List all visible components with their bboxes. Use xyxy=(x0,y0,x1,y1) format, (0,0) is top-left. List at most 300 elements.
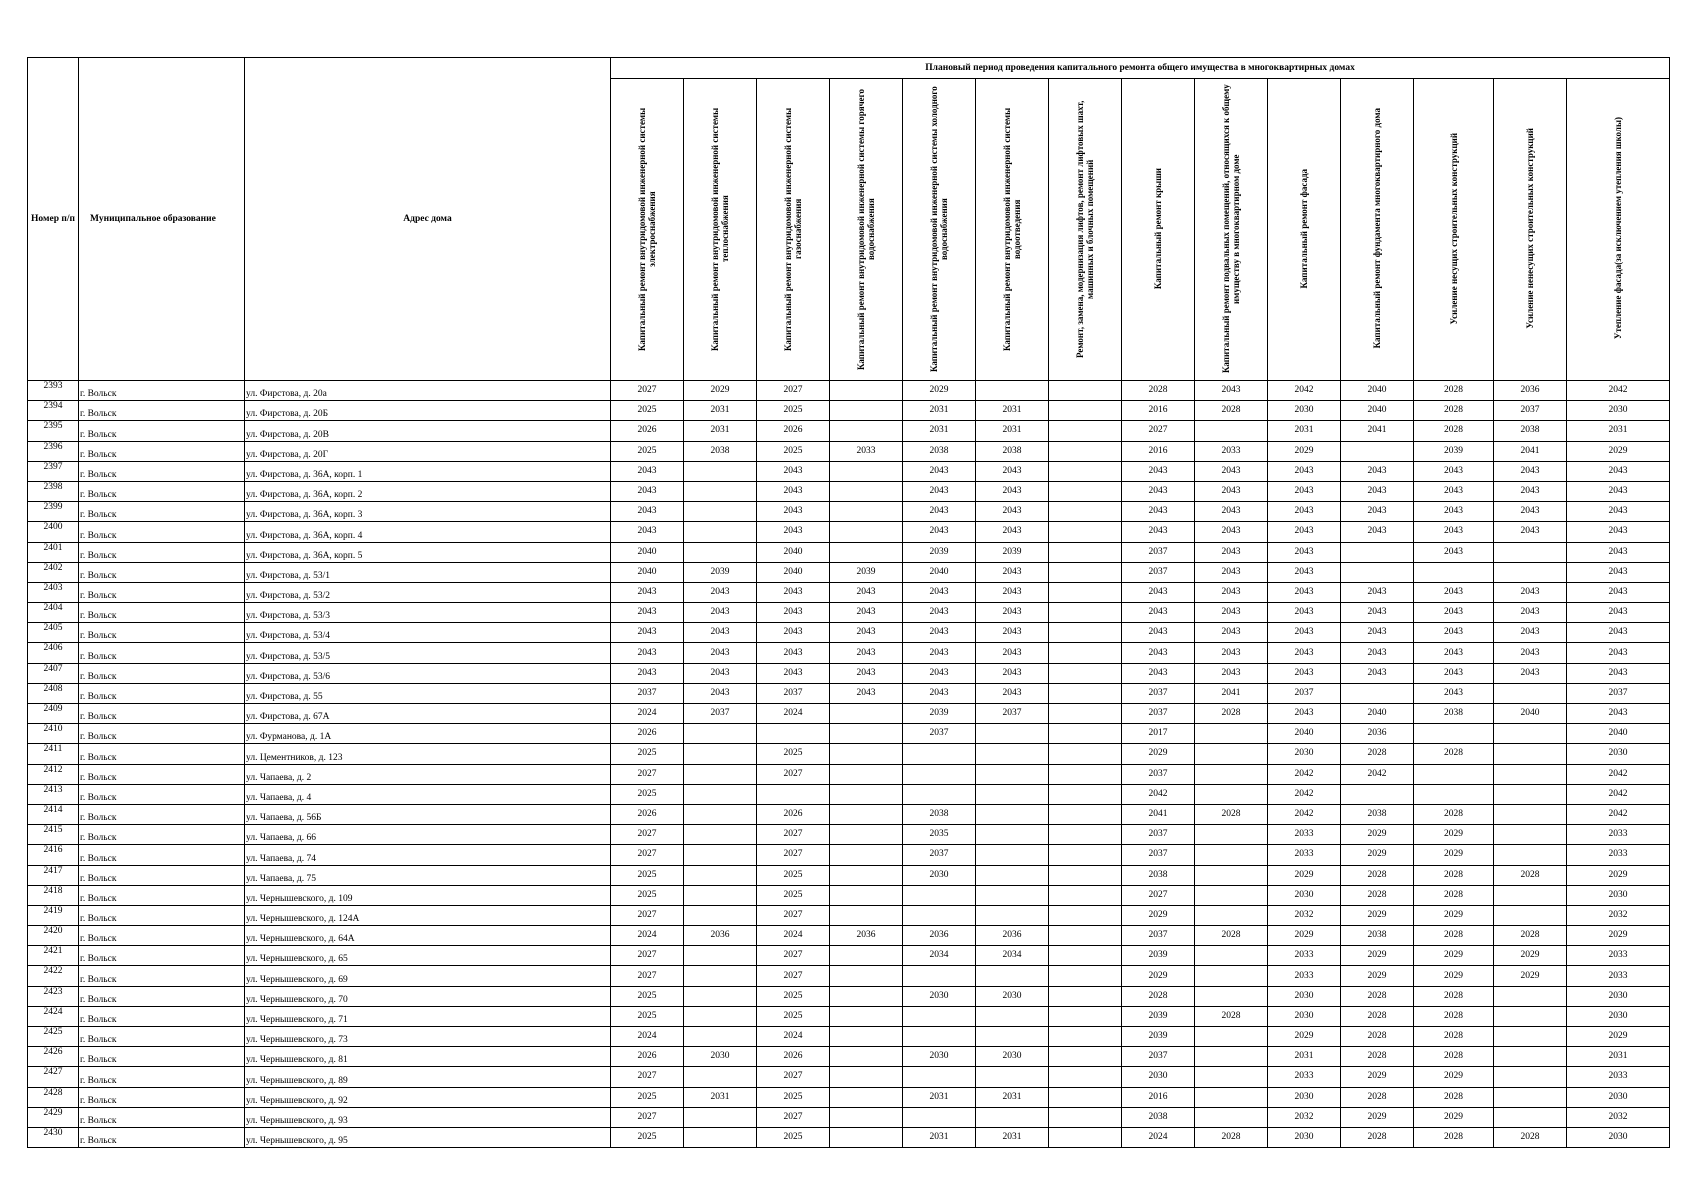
row-year-cell xyxy=(976,764,1049,784)
row-year-cell: 2028 xyxy=(1341,1027,1414,1047)
row-year-cell: 2043 xyxy=(976,643,1049,663)
row-year-cell: 2029 xyxy=(1341,845,1414,865)
row-year-cell xyxy=(1049,724,1122,744)
row-year-cell: 2028 xyxy=(1341,1087,1414,1107)
row-year-cell: 2041 xyxy=(1341,421,1414,441)
row-year-cell: 2027 xyxy=(757,1107,830,1127)
row-year-cell: 2033 xyxy=(1268,946,1341,966)
row-address: ул. Фирстова, д. 20а xyxy=(245,381,611,401)
row-year-cell xyxy=(830,744,903,764)
row-year-cell: 2039 xyxy=(1414,441,1494,461)
row-year-cell: 2027 xyxy=(611,1107,684,1127)
row-year-cell xyxy=(830,1107,903,1127)
row-municipality: г. Вольск xyxy=(79,603,245,623)
row-year-cell: 2031 xyxy=(903,1087,976,1107)
row-year-cell: 2042 xyxy=(1567,381,1670,401)
row-year-cell xyxy=(830,502,903,522)
row-year-cell: 2033 xyxy=(1268,966,1341,986)
row-year-cell: 2028 xyxy=(1414,1027,1494,1047)
row-year-cell: 2043 xyxy=(611,461,684,481)
row-year-cell: 2043 xyxy=(1567,562,1670,582)
row-year-cell: 2043 xyxy=(1414,481,1494,501)
table-row xyxy=(28,724,1670,744)
row-year-cell: 2025 xyxy=(757,441,830,461)
row-address: ул. Чернышевского, д. 65 xyxy=(245,946,611,966)
row-year-cell xyxy=(1049,481,1122,501)
row-year-cell xyxy=(684,522,757,542)
row-year-cell: 2043 xyxy=(1268,643,1341,663)
row-year-cell: 2043 xyxy=(1122,461,1195,481)
row-year-cell: 2043 xyxy=(1268,562,1341,582)
row-year-cell: 2042 xyxy=(1268,784,1341,804)
repair-schedule-table xyxy=(27,57,1670,1148)
row-year-cell: 2029 xyxy=(1414,966,1494,986)
row-year-cell xyxy=(1195,744,1268,764)
row-year-cell: 2036 xyxy=(976,926,1049,946)
row-year-cell: 2037 xyxy=(684,704,757,724)
row-year-cell: 2043 xyxy=(1341,663,1414,683)
row-year-cell: 2024 xyxy=(611,1027,684,1047)
row-address: ул. Фирстова, д. 36А, корп. 3 xyxy=(245,502,611,522)
row-year-cell xyxy=(830,885,903,905)
row-year-cell: 2043 xyxy=(1122,522,1195,542)
row-year-cell xyxy=(830,986,903,1006)
row-year-cell: 2029 xyxy=(1567,865,1670,885)
row-year-cell xyxy=(1049,1027,1122,1047)
row-year-cell: 2028 xyxy=(1195,804,1268,824)
row-year-cell: 2038 xyxy=(1414,704,1494,724)
row-year-cell: 2028 xyxy=(1195,1127,1268,1147)
row-year-cell: 2043 xyxy=(1414,502,1494,522)
row-year-cell: 2025 xyxy=(611,1087,684,1107)
row-year-cell: 2043 xyxy=(1122,582,1195,602)
row-year-cell: 2025 xyxy=(757,885,830,905)
row-year-cell xyxy=(1049,804,1122,824)
row-year-cell xyxy=(684,542,757,562)
row-year-cell xyxy=(684,804,757,824)
row-year-cell: 2031 xyxy=(976,1127,1049,1147)
row-year-cell: 2043 xyxy=(684,582,757,602)
row-address: ул. Чапаева, д. 74 xyxy=(245,845,611,865)
row-year-cell: 2042 xyxy=(1268,804,1341,824)
row-year-cell: 2042 xyxy=(1567,804,1670,824)
header-work-type-label: Капитальный ремонт подвальных помещений, относящихся к общему имуществу в многоквартирном доме xyxy=(1221,84,1241,373)
row-municipality: г. Вольск xyxy=(79,441,245,461)
row-year-cell: 2043 xyxy=(1122,502,1195,522)
table-row xyxy=(28,764,1670,784)
row-year-cell: 2029 xyxy=(1414,825,1494,845)
row-year-cell: 2043 xyxy=(1494,663,1567,683)
row-year-cell xyxy=(976,784,1049,804)
header-work-type xyxy=(1049,79,1122,381)
row-municipality: г. Вольск xyxy=(79,966,245,986)
row-year-cell xyxy=(1341,542,1414,562)
row-year-cell: 2036 xyxy=(830,926,903,946)
row-year-cell: 2042 xyxy=(1567,784,1670,804)
row-year-cell xyxy=(1049,784,1122,804)
row-year-cell: 2026 xyxy=(757,804,830,824)
row-year-cell: 2043 xyxy=(1494,643,1567,663)
table-row xyxy=(28,704,1670,724)
row-year-cell: 2043 xyxy=(1414,603,1494,623)
row-year-cell xyxy=(684,1067,757,1087)
row-year-cell: 2025 xyxy=(757,865,830,885)
row-year-cell: 2037 xyxy=(976,704,1049,724)
row-year-cell: 2026 xyxy=(611,421,684,441)
row-municipality: г. Вольск xyxy=(79,663,245,683)
row-year-cell: 2030 xyxy=(1268,744,1341,764)
row-address: ул. Чернышевского, д. 73 xyxy=(245,1027,611,1047)
row-year-cell: 2043 xyxy=(976,663,1049,683)
table-row xyxy=(28,1027,1670,1047)
row-year-cell: 2043 xyxy=(1195,542,1268,562)
row-number: 2404 xyxy=(28,603,79,623)
row-year-cell xyxy=(1049,1107,1122,1127)
row-year-cell xyxy=(1494,1047,1567,1067)
row-year-cell: 2024 xyxy=(757,926,830,946)
row-year-cell xyxy=(830,1006,903,1026)
row-year-cell xyxy=(1049,1087,1122,1107)
row-year-cell: 2043 xyxy=(757,461,830,481)
row-year-cell: 2016 xyxy=(1122,1087,1195,1107)
row-year-cell: 2038 xyxy=(1122,865,1195,885)
row-year-cell xyxy=(1049,704,1122,724)
row-year-cell xyxy=(1494,1067,1567,1087)
row-year-cell xyxy=(1494,542,1567,562)
row-year-cell: 2030 xyxy=(1567,1087,1670,1107)
row-municipality: г. Вольск xyxy=(79,481,245,501)
row-year-cell: 2040 xyxy=(1341,381,1414,401)
row-year-cell: 2043 xyxy=(1494,481,1567,501)
table-row xyxy=(28,784,1670,804)
row-year-cell xyxy=(1494,986,1567,1006)
table-body xyxy=(28,381,1670,1148)
row-year-cell: 2030 xyxy=(1567,1127,1670,1147)
row-year-cell xyxy=(830,522,903,542)
row-address: ул. Фирстова, д. 20В xyxy=(245,421,611,441)
row-year-cell: 2030 xyxy=(1567,1006,1670,1026)
row-year-cell: 2031 xyxy=(684,421,757,441)
row-year-cell xyxy=(1049,522,1122,542)
row-address: ул. Фирстова, д. 67А xyxy=(245,704,611,724)
row-year-cell: 2043 xyxy=(611,481,684,501)
row-year-cell: 2037 xyxy=(1122,825,1195,845)
header-work-type-label: Усиление несущих строительных конструкций xyxy=(1448,132,1459,325)
row-year-cell xyxy=(684,1006,757,1026)
row-year-cell xyxy=(1049,744,1122,764)
row-year-cell: 2028 xyxy=(1341,885,1414,905)
row-year-cell: 2033 xyxy=(1567,825,1670,845)
row-year-cell: 2043 xyxy=(1494,502,1567,522)
row-year-cell xyxy=(684,461,757,481)
row-year-cell: 2043 xyxy=(830,663,903,683)
row-year-cell xyxy=(1494,1107,1567,1127)
row-year-cell xyxy=(1195,885,1268,905)
row-municipality: г. Вольск xyxy=(79,421,245,441)
row-year-cell: 2029 xyxy=(1494,946,1567,966)
row-year-cell: 2026 xyxy=(611,724,684,744)
row-number: 2402 xyxy=(28,562,79,582)
row-year-cell: 2043 xyxy=(903,603,976,623)
row-year-cell: 2043 xyxy=(684,643,757,663)
header-work-type xyxy=(1195,79,1268,381)
row-year-cell: 2029 xyxy=(1341,946,1414,966)
row-year-cell: 2025 xyxy=(611,1127,684,1147)
row-year-cell: 2027 xyxy=(611,764,684,784)
row-year-cell: 2043 xyxy=(1268,522,1341,542)
row-year-cell xyxy=(1049,865,1122,885)
row-year-cell: 2037 xyxy=(1122,764,1195,784)
row-year-cell: 2036 xyxy=(684,926,757,946)
row-year-cell: 2043 xyxy=(903,623,976,643)
row-year-cell: 2029 xyxy=(1341,905,1414,925)
row-address: ул. Фирстова, д. 53/2 xyxy=(245,582,611,602)
table-row xyxy=(28,1127,1670,1147)
row-year-cell: 2029 xyxy=(1122,966,1195,986)
header-work-type xyxy=(830,79,903,381)
row-year-cell xyxy=(1494,845,1567,865)
row-year-cell: 2025 xyxy=(611,441,684,461)
row-year-cell: 2030 xyxy=(1567,885,1670,905)
row-year-cell xyxy=(830,724,903,744)
row-year-cell: 2043 xyxy=(1195,623,1268,643)
row-year-cell xyxy=(684,966,757,986)
header-work-type xyxy=(903,79,976,381)
row-year-cell: 2043 xyxy=(611,623,684,643)
row-year-cell: 2027 xyxy=(611,825,684,845)
row-year-cell: 2037 xyxy=(1268,683,1341,703)
row-number: 2405 xyxy=(28,623,79,643)
row-year-cell: 2043 xyxy=(1567,643,1670,663)
row-year-cell: 2031 xyxy=(1567,1047,1670,1067)
row-year-cell: 2043 xyxy=(611,603,684,623)
row-year-cell xyxy=(1494,1087,1567,1107)
row-year-cell: 2043 xyxy=(1268,663,1341,683)
row-municipality: г. Вольск xyxy=(79,683,245,703)
row-year-cell: 2037 xyxy=(1122,845,1195,865)
row-year-cell xyxy=(1341,441,1414,461)
row-year-cell: 2027 xyxy=(1122,885,1195,905)
row-year-cell: 2037 xyxy=(757,683,830,703)
row-year-cell: 2033 xyxy=(1268,1067,1341,1087)
row-number: 2395 xyxy=(28,421,79,441)
row-year-cell xyxy=(1049,603,1122,623)
row-year-cell: 2043 xyxy=(1414,582,1494,602)
table-row xyxy=(28,461,1670,481)
row-year-cell: 2043 xyxy=(1122,643,1195,663)
row-year-cell: 2040 xyxy=(611,542,684,562)
row-year-cell: 2032 xyxy=(1268,905,1341,925)
row-year-cell xyxy=(1049,461,1122,481)
row-year-cell: 2038 xyxy=(903,804,976,824)
row-year-cell: 2031 xyxy=(1268,1047,1341,1067)
row-year-cell: 2034 xyxy=(976,946,1049,966)
row-year-cell: 2028 xyxy=(1341,1047,1414,1067)
row-address: ул. Чернышевского, д. 71 xyxy=(245,1006,611,1026)
row-year-cell xyxy=(830,1027,903,1047)
row-year-cell: 2043 xyxy=(976,481,1049,501)
row-year-cell xyxy=(1195,905,1268,925)
row-number: 2422 xyxy=(28,966,79,986)
row-year-cell xyxy=(1195,1047,1268,1067)
row-year-cell: 2024 xyxy=(757,704,830,724)
row-year-cell: 2028 xyxy=(1414,1087,1494,1107)
table-row xyxy=(28,643,1670,663)
row-year-cell: 2028 xyxy=(1494,1127,1567,1147)
row-year-cell xyxy=(684,865,757,885)
row-year-cell: 2043 xyxy=(976,502,1049,522)
row-year-cell: 2029 xyxy=(1122,905,1195,925)
row-year-cell: 2043 xyxy=(976,562,1049,582)
table-row xyxy=(28,804,1670,824)
row-year-cell xyxy=(1414,764,1494,784)
row-year-cell: 2028 xyxy=(1414,986,1494,1006)
row-year-cell: 2036 xyxy=(903,926,976,946)
row-year-cell xyxy=(1494,764,1567,784)
row-year-cell: 2029 xyxy=(1268,441,1341,461)
row-year-cell: 2043 xyxy=(1195,603,1268,623)
table-row xyxy=(28,865,1670,885)
row-year-cell: 2043 xyxy=(1268,542,1341,562)
row-year-cell xyxy=(1494,905,1567,925)
row-year-cell: 2028 xyxy=(1414,885,1494,905)
row-year-cell: 2043 xyxy=(1567,481,1670,501)
row-year-cell: 2029 xyxy=(1268,865,1341,885)
row-year-cell: 2043 xyxy=(1268,502,1341,522)
row-year-cell: 2043 xyxy=(830,623,903,643)
row-address: ул. Чернышевского, д. 89 xyxy=(245,1067,611,1087)
row-year-cell: 2043 xyxy=(1268,461,1341,481)
row-year-cell: 2040 xyxy=(903,562,976,582)
row-year-cell: 2041 xyxy=(1122,804,1195,824)
row-year-cell xyxy=(1494,724,1567,744)
table-row xyxy=(28,623,1670,643)
row-address: ул. Фирстова, д. 53/6 xyxy=(245,663,611,683)
row-municipality: г. Вольск xyxy=(79,381,245,401)
header-work-type xyxy=(1567,79,1670,381)
row-address: ул. Фирстова, д. 53/4 xyxy=(245,623,611,643)
header-work-type-label: Капитальный ремонт фундамента многоквартирного дома xyxy=(1372,108,1382,349)
row-year-cell: 2038 xyxy=(1341,926,1414,946)
row-address: ул. Фирстова, д. 36А, корп. 1 xyxy=(245,461,611,481)
row-year-cell: 2030 xyxy=(1122,1067,1195,1087)
row-year-cell xyxy=(976,724,1049,744)
row-municipality: г. Вольск xyxy=(79,522,245,542)
header-work-type-label: Капитальный ремонт внутридомовой инженерной системы водоотведения xyxy=(1002,106,1022,351)
row-number: 2408 xyxy=(28,683,79,703)
row-year-cell xyxy=(976,744,1049,764)
row-year-cell xyxy=(1049,1006,1122,1026)
row-year-cell: 2037 xyxy=(1122,683,1195,703)
row-number: 2400 xyxy=(28,522,79,542)
row-year-cell xyxy=(1494,885,1567,905)
row-year-cell: 2028 xyxy=(1195,401,1268,421)
row-municipality: г. Вольск xyxy=(79,885,245,905)
row-year-cell: 2039 xyxy=(830,562,903,582)
row-year-cell: 2028 xyxy=(1195,704,1268,724)
row-year-cell xyxy=(830,481,903,501)
row-year-cell: 2033 xyxy=(1268,825,1341,845)
row-municipality: г. Вольск xyxy=(79,825,245,845)
row-year-cell: 2043 xyxy=(1414,623,1494,643)
row-year-cell xyxy=(1195,1107,1268,1127)
row-year-cell: 2043 xyxy=(976,522,1049,542)
row-municipality: г. Вольск xyxy=(79,1107,245,1127)
table-row xyxy=(28,582,1670,602)
row-year-cell: 2024 xyxy=(757,1027,830,1047)
row-year-cell: 2025 xyxy=(611,784,684,804)
row-year-cell xyxy=(684,724,757,744)
row-year-cell: 2031 xyxy=(976,421,1049,441)
row-year-cell xyxy=(830,966,903,986)
header-work-type xyxy=(757,79,830,381)
row-year-cell xyxy=(830,704,903,724)
row-year-cell: 2025 xyxy=(611,744,684,764)
row-year-cell: 2043 xyxy=(757,481,830,501)
table-row xyxy=(28,905,1670,925)
row-year-cell: 2037 xyxy=(1122,1047,1195,1067)
row-year-cell: 2043 xyxy=(976,603,1049,623)
row-year-cell xyxy=(903,744,976,764)
row-year-cell xyxy=(830,946,903,966)
row-municipality: г. Вольск xyxy=(79,704,245,724)
row-year-cell: 2030 xyxy=(1268,1006,1341,1026)
row-year-cell xyxy=(1341,784,1414,804)
row-municipality: г. Вольск xyxy=(79,784,245,804)
row-address: ул. Чапаева, д. 2 xyxy=(245,764,611,784)
row-year-cell: 2031 xyxy=(903,421,976,441)
row-year-cell: 2043 xyxy=(1195,522,1268,542)
row-year-cell: 2043 xyxy=(1195,381,1268,401)
row-year-cell: 2030 xyxy=(976,986,1049,1006)
row-year-cell: 2038 xyxy=(1341,804,1414,824)
row-year-cell: 2028 xyxy=(1494,926,1567,946)
row-address: ул. Фирстова, д. 55 xyxy=(245,683,611,703)
row-year-cell: 2028 xyxy=(1341,865,1414,885)
row-year-cell: 2043 xyxy=(1567,542,1670,562)
row-address: ул. Фирстова, д. 20Г xyxy=(245,441,611,461)
row-year-cell xyxy=(1494,1006,1567,1026)
row-year-cell: 2038 xyxy=(1122,1107,1195,1127)
row-year-cell: 2042 xyxy=(1268,764,1341,784)
row-year-cell: 2040 xyxy=(757,562,830,582)
row-address: ул. Чернышевского, д. 64А xyxy=(245,926,611,946)
header-work-type xyxy=(1268,79,1341,381)
table-row xyxy=(28,381,1670,401)
row-year-cell xyxy=(684,905,757,925)
header-municipality: Муниципальное образование xyxy=(79,58,245,381)
row-year-cell: 2031 xyxy=(976,401,1049,421)
table-row xyxy=(28,966,1670,986)
row-year-cell: 2039 xyxy=(903,704,976,724)
row-year-cell: 2038 xyxy=(684,441,757,461)
row-year-cell xyxy=(684,744,757,764)
row-year-cell: 2043 xyxy=(830,643,903,663)
row-year-cell: 2043 xyxy=(611,643,684,663)
row-year-cell: 2043 xyxy=(1341,461,1414,481)
header-work-type-label: Капитальный ремонт внутридомовой инженерной системы горячего водоснабжения xyxy=(856,88,876,370)
row-year-cell: 2043 xyxy=(1122,481,1195,501)
row-year-cell: 2033 xyxy=(1567,1067,1670,1087)
row-year-cell xyxy=(684,845,757,865)
table-row xyxy=(28,522,1670,542)
row-year-cell: 2030 xyxy=(684,1047,757,1067)
row-year-cell: 2043 xyxy=(1341,582,1414,602)
row-year-cell xyxy=(1049,885,1122,905)
row-year-cell xyxy=(976,865,1049,885)
row-number: 2393 xyxy=(28,381,79,401)
row-year-cell: 2029 xyxy=(1414,1067,1494,1087)
